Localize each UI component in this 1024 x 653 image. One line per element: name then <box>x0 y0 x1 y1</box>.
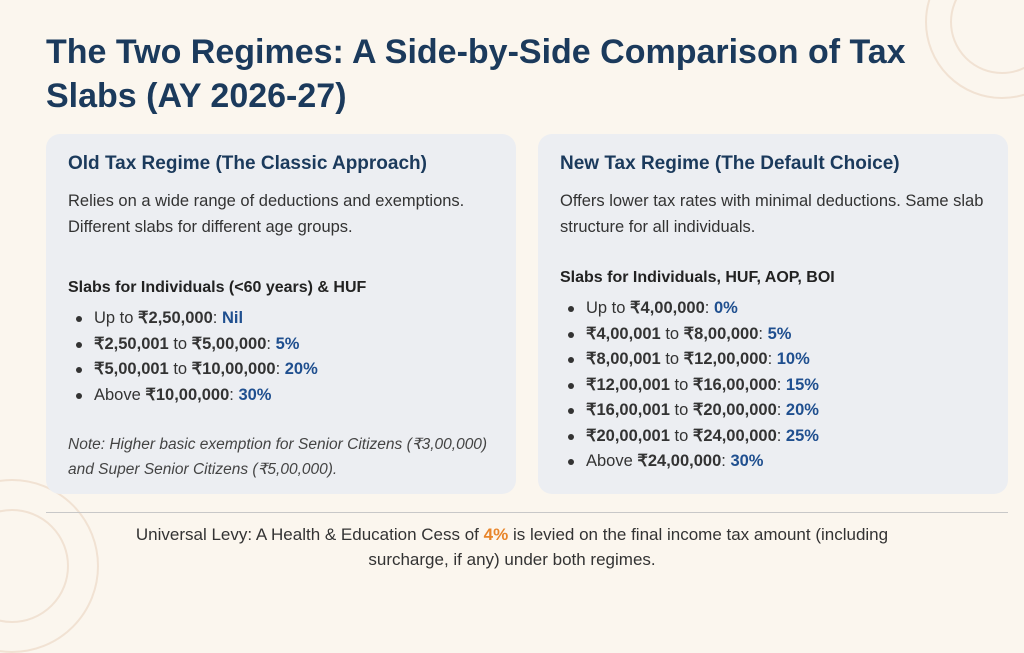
slab-item: Up to ₹2,50,000: Nil <box>74 306 494 332</box>
old-regime-card <box>46 134 516 494</box>
slab-rate: 0% <box>713 299 738 317</box>
slab-rate: 20% <box>785 401 819 419</box>
slab-rate: 5% <box>767 324 792 343</box>
footer-text-after: is levied on the final income tax amount (including surcharge, if any) under both regimes. <box>368 525 889 569</box>
slab-rate: 10% <box>776 350 810 368</box>
old-regime-slabs-heading: Slabs for Individuals (<60 years) & HUF <box>68 279 367 296</box>
slab-item: Above ₹10,00,000: 30% <box>74 383 494 409</box>
page-title: The Two Regimes: A Side-by-Side Comparison of Tax Slabs (AY 2026-27) <box>46 33 906 115</box>
slab-range: ₹8,00,001 to ₹12,00,000 <box>586 350 768 368</box>
slab-range: ₹20,00,001 to ₹24,00,000 <box>586 426 777 445</box>
slab-item: Up to ₹4,00,000: 0% <box>566 296 986 322</box>
slab-item: ₹5,00,001 to ₹10,00,000: 20% <box>74 357 494 383</box>
slab-item: ₹20,00,001 to ₹24,00,000: 25% <box>566 424 986 450</box>
slab-rate: 20% <box>284 360 318 378</box>
slab-rate: 25% <box>785 426 819 445</box>
slab-rate: Nil <box>221 309 244 327</box>
slab-item: ₹12,00,001 to ₹16,00,000: 15% <box>566 373 986 399</box>
slab-rate: 30% <box>730 452 764 470</box>
slab-range: ₹4,00,001 to ₹8,00,000 <box>586 324 759 343</box>
slab-rate: 30% <box>238 385 272 404</box>
slab-range: ₹16,00,001 to ₹20,00,000 <box>586 401 777 419</box>
slab-item: Above ₹24,00,000: 30% <box>566 449 986 475</box>
old-regime-slab-list <box>68 306 494 408</box>
slab-item: ₹16,00,001 to ₹20,00,000: 20% <box>566 398 986 424</box>
slab-range: Up to ₹4,00,000 <box>586 299 705 317</box>
senior-citizen-note: Note: Higher basic exemption for Senior Citizens (₹3,00,000) and Super Senior Citizens (₹5,00,000). <box>68 436 488 478</box>
cess-rate-highlight: 4% <box>483 525 509 544</box>
new-regime-heading: New Tax Regime (The Default Choice) <box>560 153 900 174</box>
slab-rate: 5% <box>275 334 300 353</box>
new-regime-description: Offers lower tax rates with minimal deductions. Same slab structure for all individuals. <box>560 192 984 236</box>
footer-text-before: Universal Levy: A Health & Education Cess of <box>135 525 484 544</box>
slab-item: ₹4,00,001 to ₹8,00,000: 5% <box>566 322 986 348</box>
slab-rate: 15% <box>785 375 819 394</box>
new-regime-card <box>538 134 1008 494</box>
slab-range: ₹2,50,001 to ₹5,00,000 <box>94 334 267 353</box>
slab-range: ₹12,00,001 to ₹16,00,000 <box>586 375 777 394</box>
old-regime-heading: Old Tax Regime (The Classic Approach) <box>68 153 427 174</box>
slab-range: Above ₹10,00,000 <box>94 385 230 404</box>
cess-footer-note <box>100 522 924 572</box>
footer-divider <box>46 512 1008 513</box>
slab-range: Up to ₹2,50,000 <box>94 309 213 327</box>
slab-range: Above ₹24,00,000 <box>586 452 722 470</box>
new-regime-slab-list <box>560 296 986 475</box>
new-regime-slabs-heading: Slabs for Individuals, HUF, AOP, BOI <box>560 269 835 286</box>
slab-range: ₹5,00,001 to ₹10,00,000 <box>94 360 276 378</box>
slab-item: ₹8,00,001 to ₹12,00,000: 10% <box>566 347 986 373</box>
old-regime-description: Relies on a wide range of deductions and exemptions. Different slabs for different age groups. <box>68 192 465 236</box>
slab-item: ₹2,50,001 to ₹5,00,000: 5% <box>74 332 494 358</box>
